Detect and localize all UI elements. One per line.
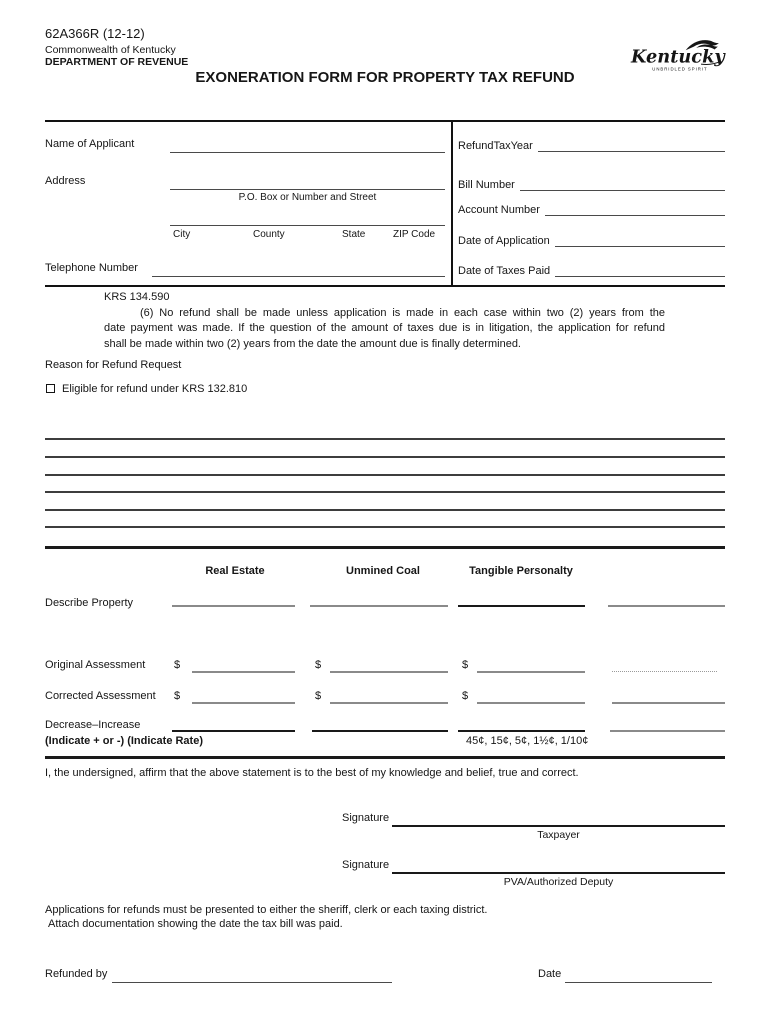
logo-wordmark: Kentucky bbox=[630, 46, 725, 68]
corrected-tangible-line[interactable] bbox=[477, 702, 585, 704]
page-title: EXONERATION FORM FOR PROPERTY TAX REFUND bbox=[195, 69, 575, 86]
statute-line-1: (6) No refund shall be made unless application is made in each case within two (2) years from the bbox=[140, 307, 665, 319]
date-of-application-field bbox=[458, 231, 725, 247]
logo-tagline: UNBRIDLED SPIRIT bbox=[652, 66, 708, 72]
describe-unmined-coal-line[interactable] bbox=[310, 605, 448, 607]
bill-number-field bbox=[458, 175, 725, 191]
statute-code: KRS 134.590 bbox=[104, 291, 170, 303]
address-caption: P.O. Box or Number and Street bbox=[238, 192, 377, 203]
date-line[interactable] bbox=[565, 982, 712, 983]
footer-note-line-2: Attach documentation showing the date the tax bill was paid. bbox=[48, 918, 343, 930]
reason-writing-line-3[interactable] bbox=[45, 474, 725, 476]
city-county-state-zip-line[interactable] bbox=[170, 225, 445, 226]
corrected-dollar-1: $ bbox=[174, 690, 181, 702]
signature-pva-label: Signature bbox=[342, 859, 390, 871]
corrected-unmined-coal-line[interactable] bbox=[330, 702, 448, 704]
describe-real-estate-line[interactable] bbox=[172, 605, 295, 607]
decrease-extra-line[interactable] bbox=[610, 730, 725, 732]
city-caption: City bbox=[173, 229, 191, 240]
signature-pva-caption: PVA/Authorized Deputy bbox=[503, 876, 614, 888]
refunded-by-line[interactable] bbox=[112, 982, 392, 983]
telephone-line[interactable] bbox=[152, 276, 445, 277]
decrease-increase-label: Decrease–Increase bbox=[45, 719, 141, 731]
footer-note-line-1: Applications for refunds must be presented to either the sheriff, clerk or each taxing district. bbox=[45, 904, 488, 916]
kentucky-logo bbox=[630, 36, 726, 74]
original-extra-line[interactable] bbox=[612, 671, 717, 672]
corrected-assessment-label: Corrected Assessment bbox=[45, 690, 156, 702]
department-label: DEPARTMENT OF REVENUE bbox=[45, 56, 189, 68]
corrected-real-estate-line[interactable] bbox=[192, 702, 295, 704]
affirmation-text: I, the undersigned, affirm that the above statement is to the best of my knowledge and belief, true and correct. bbox=[45, 767, 579, 779]
decrease-tangible-line[interactable] bbox=[458, 730, 585, 732]
form-number: 62A366R (12-12) bbox=[45, 26, 145, 41]
box-divider-rule bbox=[451, 120, 453, 287]
original-dollar-1: $ bbox=[174, 659, 181, 671]
affirmation-divider-rule bbox=[45, 756, 725, 759]
indicate-note: (Indicate + or -) (Indicate Rate) bbox=[45, 735, 203, 747]
county-caption: County bbox=[253, 229, 285, 240]
date-label: Date bbox=[538, 968, 562, 980]
reason-for-refund-label: Reason for Refund Request bbox=[45, 359, 182, 371]
box-top-rule bbox=[45, 120, 725, 122]
account-number-line[interactable] bbox=[545, 202, 725, 216]
date-of-application-line[interactable] bbox=[555, 233, 725, 247]
signature-taxpayer-line[interactable] bbox=[392, 825, 725, 827]
signature-pva-line[interactable] bbox=[392, 872, 725, 874]
describe-tangible-line[interactable] bbox=[458, 605, 585, 607]
refund-tax-year-label: RefundTaxYear bbox=[458, 140, 533, 152]
corrected-dollar-3: $ bbox=[462, 690, 469, 702]
corrected-extra-line[interactable] bbox=[612, 702, 725, 704]
describe-property-label: Describe Property bbox=[45, 597, 134, 609]
reason-writing-line-4[interactable] bbox=[45, 491, 725, 493]
box-bottom-rule bbox=[45, 285, 725, 287]
decrease-real-estate-line[interactable] bbox=[172, 730, 295, 732]
statute-paragraph bbox=[104, 306, 665, 352]
describe-extra-line[interactable] bbox=[608, 605, 725, 607]
address-label: Address bbox=[45, 175, 86, 187]
original-assessment-label: Original Assessment bbox=[45, 659, 146, 671]
zip-caption: ZIP Code bbox=[393, 229, 436, 240]
signature-taxpayer-caption: Taxpayer bbox=[537, 829, 580, 841]
date-of-taxes-paid-label: Date of Taxes Paid bbox=[458, 265, 551, 277]
bill-number-line[interactable] bbox=[520, 177, 725, 191]
date-of-taxes-paid-field bbox=[458, 261, 725, 277]
original-dollar-2: $ bbox=[315, 659, 322, 671]
commonwealth-label: Commonwealth of Kentucky bbox=[45, 44, 176, 56]
refund-tax-year-field bbox=[458, 136, 725, 152]
telephone-label: Telephone Number bbox=[45, 262, 138, 274]
name-of-applicant-line[interactable] bbox=[170, 152, 445, 153]
original-real-estate-line[interactable] bbox=[192, 671, 295, 673]
column-header-unmined-coal: Unmined Coal bbox=[346, 565, 420, 577]
bill-number-label: Bill Number bbox=[458, 179, 515, 191]
reason-writing-line-6[interactable] bbox=[45, 526, 725, 528]
original-tangible-line[interactable] bbox=[477, 671, 585, 673]
account-number-label: Account Number bbox=[458, 204, 540, 216]
state-caption: State bbox=[342, 229, 366, 240]
eligible-refund-label: Eligible for refund under KRS 132.810 bbox=[62, 383, 248, 395]
refunded-by-label: Refunded by bbox=[45, 968, 108, 980]
kentucky-logo-graphic bbox=[630, 36, 726, 74]
eligible-refund-checkbox[interactable] bbox=[46, 384, 55, 393]
original-unmined-coal-line[interactable] bbox=[330, 671, 448, 673]
statute-line-2: date payment was made. If the question of the amount of taxes due is in litigation, the application for refund bbox=[104, 322, 665, 335]
date-of-taxes-paid-line[interactable] bbox=[555, 263, 725, 277]
column-header-tangible-personalty: Tangible Personalty bbox=[469, 565, 573, 577]
decrease-unmined-coal-line[interactable] bbox=[312, 730, 448, 732]
refund-tax-year-line[interactable] bbox=[538, 138, 725, 152]
statute-line-3: shall be made within two (2) years from the date the amount due is finally determined. bbox=[104, 337, 521, 350]
reason-writing-line-2[interactable] bbox=[45, 456, 725, 458]
address-line[interactable] bbox=[170, 189, 445, 190]
account-number-field bbox=[458, 200, 725, 216]
reason-writing-line-5[interactable] bbox=[45, 509, 725, 511]
rate-note: 45¢, 15¢, 5¢, 1½¢, 1/10¢ bbox=[466, 735, 589, 747]
reason-writing-line-1[interactable] bbox=[45, 438, 725, 440]
name-of-applicant-label: Name of Applicant bbox=[45, 138, 135, 150]
date-of-application-label: Date of Application bbox=[458, 235, 550, 247]
section-divider-rule bbox=[45, 546, 725, 549]
original-dollar-3: $ bbox=[462, 659, 469, 671]
signature-taxpayer-label: Signature bbox=[342, 812, 390, 824]
corrected-dollar-2: $ bbox=[315, 690, 322, 702]
column-header-real-estate: Real Estate bbox=[205, 565, 265, 577]
